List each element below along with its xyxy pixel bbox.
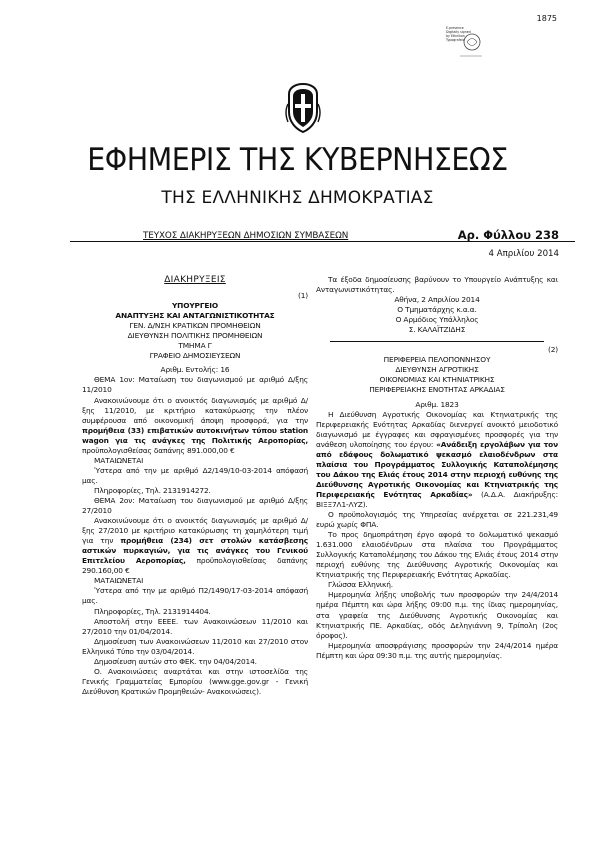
ministry-name: ΑΝΑΠΤΥΞΗΣ ΚΑΙ ΑΝΤΑΓΩΝΙΣΤΙΚΟΤΗΤΑΣ <box>115 311 275 321</box>
paragraph: Το προς δημοπράτηση έργο αφορά το δολωματικό ψεκασμό 1.631.000 ελαιοδένδρων στα πλαίσια του Προγράμματος Συλλογικής Καταπολέμησης του Δάκου της Ελιάς έτους 2014 στην περιοχή ευθύνης της Διεύθυνσης Αγροτικής Οικονομίας και Κτηνιατρικής της Περιφερειακής Ενότητας Αρκαδίας. <box>316 530 558 580</box>
place-date: Αθήνα, 2 Απριλίου 2014 <box>394 295 480 305</box>
order-number: Αριθμ. Εντολής: 16 <box>160 365 230 375</box>
gazette-subtitle: ΤΗΣ ΕΛΛΗΝΙΚΗΣ ΔΗΜΟΚΡΑΤΙΑΣ <box>161 188 434 208</box>
paragraph: Ημερομηνία αποσφράγισης προσφορών την 24/4/2014 ημέρα Πέμπτη και ώρα 09:30 π.μ. της αυτής ημερομηνίας. <box>316 640 558 660</box>
sheet-number: Αρ. Φύλλου 238 <box>457 228 559 242</box>
notice-number: (2) <box>547 345 558 355</box>
left-column <box>82 275 308 697</box>
paragraph: ΜΑΤΑΙΩΝΕΤΑΙ <box>94 455 144 465</box>
paragraph: Ανακοινώνουμε ότι ο ανοικτός διαγωνισμός με αριθμό Δ/ξης 27/2010 με κριτήριο κατακύρωσης τη χαμηλότερη τιμή για την προμήθεια (234) σετ στολών κατάσβεσης αστικών πυρκαγιών, για τις ανάγκες του Γενικού Επιτελείου Αεροπορίας, προϋπολογισθείσας δαπάνης 290.160,00 € <box>82 516 308 576</box>
issue-type: ΤΕΥΧΟΣ ΔΙΑΚΗΡΥΞΕΩΝ ΔΗΜΟΣΙΩΝ ΣΥΜΒΑΣΕΩΝ <box>143 231 349 241</box>
paragraph: Τα έξοδα δημοσίευσης βαρύνουν το Υπουργείο Ανάπτυξης και Ανταγωνιστικότητας. <box>316 275 558 295</box>
paragraph: ΘΕΜΑ 2ον: Ματαίωση του διαγωνισμού με αριθμό Δ/ξης 27/2010 <box>82 495 308 516</box>
paragraph: Δημοσίευση αυτών στο ΦΕΚ. την 04/04/2014. <box>94 656 257 666</box>
digital-signature-stamp <box>446 26 486 66</box>
notice-divider <box>330 341 544 342</box>
paragraph: Ύστερα από την με αριθμό Π2/1490/17-03-2014 απόφασή μας. <box>82 586 308 606</box>
directorate-general: ΓΕΝ. Δ/ΝΣΗ ΚΡΑΤΙΚΩΝ ΠΡΟΜΗΘΕΙΩΝ <box>129 321 261 331</box>
ministry-heading: ΥΠΟΥΡΓΕΙΟ <box>171 301 219 311</box>
signatory-role: Ο Αρμόδιος Υπάλληλος <box>395 315 479 325</box>
paragraph: Πληροφορίες, Τηλ. 2131914272. <box>94 485 211 495</box>
issue-date: 4 Απριλίου 2014 <box>488 249 559 259</box>
directorate-cont: ΟΙΚΟΝΟΜΙΑΣ ΚΑΙ ΚΤΗΝΙΑΤΡΙΚΗΣ <box>379 375 495 385</box>
gazette-title: ΕΦΗΜΕΡΙΣ ΤΗΣ ΚΥΒΕΡΝΗΣΕΩΣ <box>87 141 508 178</box>
directorate: ΔΙΕΥΘΥΝΣΗ ΑΓΡΟΤΙΚΗΣ <box>395 365 479 375</box>
paragraph: Ανακοινώνουμε ότι ο ανοικτός διαγωνισμός με αριθμό Δ/ξης 11/2010, με κριτήριο κατακύρωσης την πλέον συμφέρουσα από οικονομική άποψη προσφορά, για την προμήθεια (33) επιβατικών αυτοκινήτων τύπου station wagon για τις ανάγκες της Πολιτικής Αεροπορίας, προϋπολογισθείσας δαπάνης 891.000,00 € <box>82 395 308 455</box>
paragraph: Γλώσσα Ελληνική. <box>328 580 393 590</box>
right-column <box>316 275 558 661</box>
directorate: ΔΙΕΥΘΥΝΣΗ ΠΟΛΙΤΙΚΗΣ ΠΡΟΜΗΘΕΙΩΝ <box>127 331 263 341</box>
paragraph: ΜΑΤΑΙΩΝΕΤΑΙ <box>94 576 144 586</box>
notice-number: (1) <box>297 291 308 301</box>
signatory-title: Ο Τμηματάρχης κ.α.α. <box>397 305 477 315</box>
office: ΓΡΑΦΕΙΟ ΔΗΜΟΣΙΕΥΣΕΩΝ <box>149 351 241 361</box>
section-title: ΔΙΑΚΗΡΥΞΕΙΣ <box>164 275 226 285</box>
paragraph: Ο προϋπολογισμός της Υπηρεσίας ανέρχεται σε 221.231,49 ευρώ χωρίς ΦΠΑ. <box>316 510 558 530</box>
stamp-caption: E-presence Digitally signed by Ethnikon Typografeio <box>446 26 471 42</box>
page-number: 1875 <box>536 14 557 23</box>
paragraph: Ο. Ανακοινώσεις αναρτάται και στην ιστοσελίδα της Γενικής Γραμματείας Εμπορίου (www.gge.gov.gr - Γενική Διεύθυνση Κρατικών Προμηθειών- Ανακοινώσεις). <box>82 666 308 696</box>
regional-unit: ΠΕΡΙΦΕΡΕΙΑΚΗΣ ΕΝΟΤΗΤΑΣ ΑΡΚΑΔΙΑΣ <box>369 385 505 395</box>
region-heading: ΠΕΡΙΦΕΡΕΙΑ ΠΕΛΟΠΟΝΝΗΣΟΥ <box>383 355 491 365</box>
department: ΤΜΗΜΑ Γ <box>178 341 212 351</box>
paragraph: ΘΕΜΑ 1ον: Ματαίωση του διαγωνισμού με αριθμό Δ/ξης 11/2010 <box>82 375 308 395</box>
paragraph: Δημοσίευση των Ανακοινώσεων 11/2010 και 27/2010 στον Ελληνικό Τύπο την 03/04/2014. <box>82 636 308 656</box>
paragraph: Αποστολή στην ΕΕΕΕ. των Ανακοινώσεων 11/2010 και 27/2010 την 01/04/2014. <box>82 616 308 636</box>
coat-of-arms-icon <box>284 82 322 134</box>
paragraph: Πληροφορίες, Τηλ. 2131914404. <box>94 606 211 616</box>
paragraph: Ύστερα από την με αριθμό Δ2/149/10-03-2014 απόφασή μας. <box>82 465 308 485</box>
paragraph: Η Διεύθυνση Αγροτικής Οικονομίας και Κτηνιατρικής της Περιφερειακής Ενότητας Αρκαδίας διενεργεί ανοικτό μειοδοτικό διαγωνισμό με έγγραφες και σφραγισμένες προσφορές για την ανάθεση υλοποίησης του έργου: «Ανάδειξη εργολάβων για τον από εδάφους δολωματικό ψεκασμό ελαιοδένδρων στα πλαίσια του Προγράμματος Συλλογικής Καταπολέμησης του Δάκου της Ελιάς έτους 2014 στην περιοχή ευθύνης της Διεύθυνσης Αγροτικής Οικονομίας και Κτηνιατρικής της Περιφερειακής Ενότητας Αρκαδίας» (Α.Δ.Α. Διακήρυξης: ΒΙΞΞ7Λ1-ΛΥΖ). <box>316 409 558 509</box>
header-rule <box>70 241 575 242</box>
reference-number: Αριθμ. 1823 <box>415 399 459 409</box>
paragraph: Ημερομηνία λήξης υποβολής των προσφορών την 24/4/2014 ημέρα Πέμπτη και ώρα λήξης 09:00 π.μ. της ίδιας ημερομηνίας, στα γραφεία της Διεύθυνσης Αγροτικής Οικονομίας και Κτηνιατρικής ΠΕ. Αρκαδίας, οδός Δεληγιάννη 9, Τρίπολη (2ος όροφος). <box>316 590 558 640</box>
signatory-name: Σ. ΚΑΛΑΪΤΖΙΔΗΣ <box>408 325 466 335</box>
